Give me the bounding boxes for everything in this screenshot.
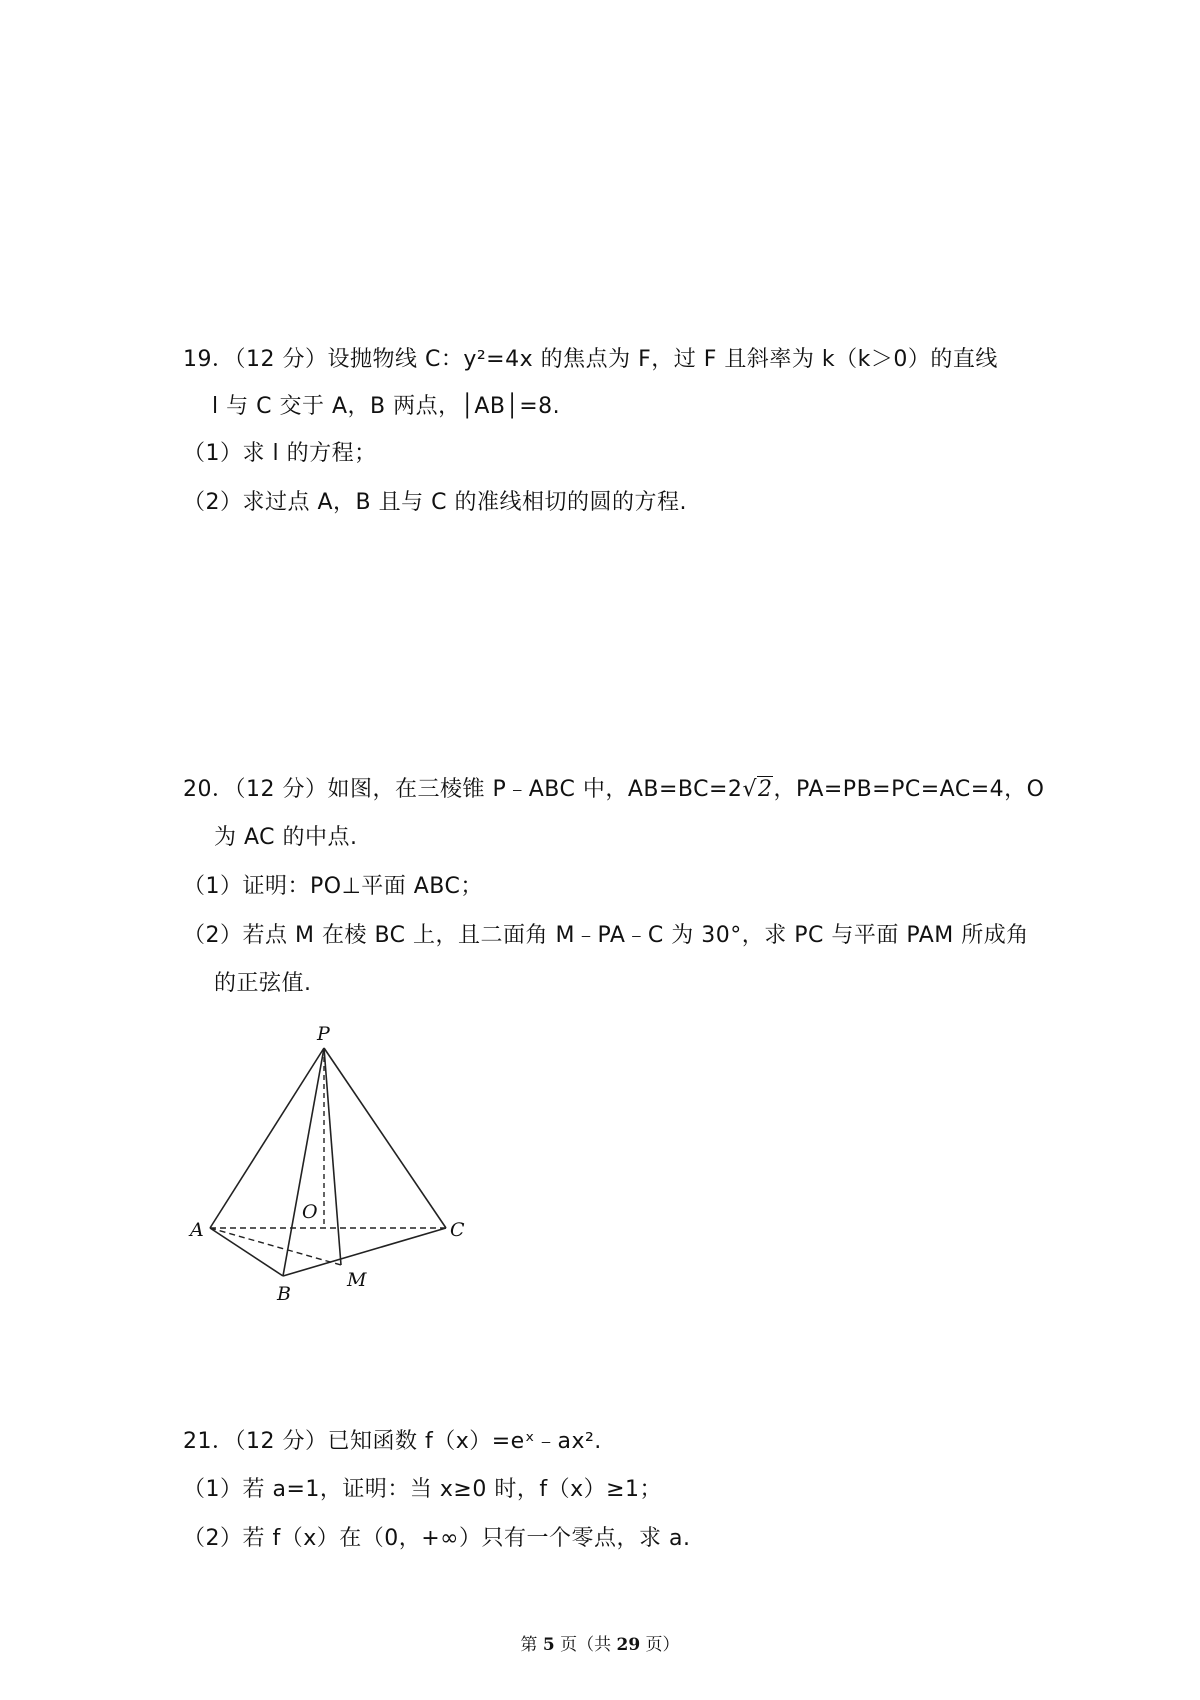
q20-part2-line2: 的正弦值. — [214, 971, 312, 996]
q19-line2: l 与 C 交于 A，B 两点，│AB│=8. — [212, 394, 561, 419]
edge-PM — [324, 1048, 341, 1265]
footer-page-number: 5 — [542, 1635, 555, 1655]
edge-PB — [283, 1048, 324, 1276]
q20-line2: 为 AC 的中点. — [214, 825, 358, 850]
label-M: M — [347, 1269, 367, 1291]
q20-part2-line1: （2）若点 M 在棱 BC 上，且二面角 M﹣PA﹣C 为 30°，求 PC 与平面 PAM 所成角 — [183, 923, 1029, 948]
edge-AB — [210, 1228, 283, 1276]
q21-part1: （1）若 a=1，证明：当 x≥0 时，f（x）≥1； — [183, 1477, 663, 1502]
label-C: C — [450, 1219, 465, 1241]
q21-line1: 21．（12 分）已知函数 f（x）=eˣ﹣ax². — [183, 1429, 602, 1454]
q21-part2: （2）若 f（x）在（0，+∞）只有一个零点，求 a. — [183, 1526, 691, 1551]
q20-line1-before: 20．（12 分）如图，在三棱锥 P﹣ABC 中，AB=BC=2 — [183, 777, 743, 802]
tetrahedron-figure — [180, 1010, 480, 1310]
sqrt-arg: 2 — [757, 777, 773, 802]
q20-line1 — [183, 774, 1044, 806]
label-O: O — [302, 1201, 318, 1223]
q19-part1: （1）求 l 的方程； — [183, 441, 377, 466]
q19-line1: 19．（12 分）设抛物线 C：y²=4x 的焦点为 F，过 F 且斜率为 k（k＞0）的直线 — [183, 347, 998, 372]
footer-middle: 页（共 — [554, 1635, 617, 1655]
q20-part1: （1）证明：PO⊥平面 ABC； — [183, 874, 483, 899]
sqrt-two: √2 — [742, 777, 773, 802]
label-P: P — [317, 1023, 330, 1045]
q20-line1-after: ，PA=PB=PC=AC=4，O — [773, 777, 1045, 802]
label-A: A — [190, 1219, 204, 1241]
footer-suffix: 页） — [640, 1635, 680, 1655]
q19-part2: （2）求过点 A，B 且与 C 的准线相切的圆的方程. — [183, 490, 687, 515]
edge-PC — [324, 1048, 446, 1228]
page-footer — [0, 1630, 1200, 1655]
footer-total-pages: 29 — [616, 1635, 641, 1655]
footer-prefix: 第 — [520, 1635, 543, 1655]
label-B: B — [277, 1283, 291, 1305]
edge-AM — [210, 1228, 341, 1265]
